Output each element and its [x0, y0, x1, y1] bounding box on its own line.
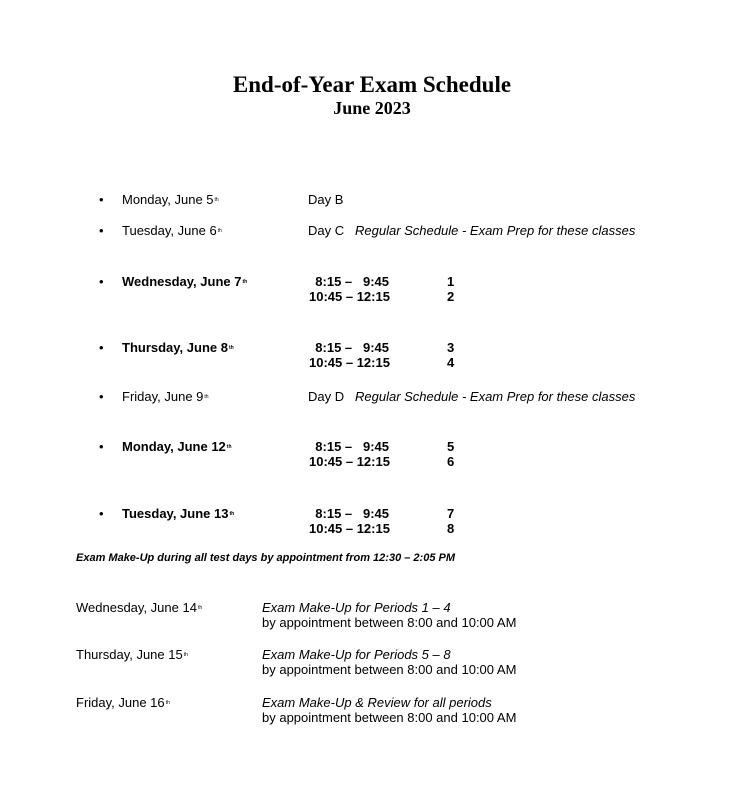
makeup-note: Exam Make-Up during all test days by appointment from 12:30 – 2:05 PM	[76, 552, 455, 564]
slot-period: 6	[447, 454, 455, 469]
page-title: End-of-Year Exam Schedule	[232, 72, 512, 97]
makeup-date: Thursday, June 15th	[76, 647, 188, 662]
bullet-icon: •	[99, 389, 104, 404]
schedule-date: Wednesday, June 7th	[122, 274, 248, 289]
schedule-date: Tuesday, June 13th	[122, 506, 235, 521]
slot-time: 10:45 – 12:15	[309, 355, 390, 370]
slot-time: 8:15 – 9:45	[315, 340, 389, 355]
slot-period: 8	[447, 521, 455, 536]
slot-period: 2	[447, 289, 455, 304]
schedule-note: Regular Schedule - Exam Prep for these classes	[355, 223, 636, 238]
bullet-icon: •	[99, 192, 104, 207]
slot-period: 7	[447, 506, 455, 521]
slot-period: 4	[447, 355, 455, 370]
bullet-icon: •	[99, 506, 104, 521]
makeup-detail: by appointment between 8:00 and 10:00 AM	[262, 662, 517, 677]
schedule-date: Friday, June 9th	[122, 389, 209, 404]
bullet-icon: •	[99, 223, 104, 238]
makeup-date: Wednesday, June 14th	[76, 600, 203, 615]
bullet-icon: •	[99, 340, 104, 355]
schedule-date: Thursday, June 8th	[122, 340, 234, 355]
makeup-detail: by appointment between 8:00 and 10:00 AM	[262, 615, 517, 630]
makeup-detail: by appointment between 8:00 and 10:00 AM	[262, 710, 517, 725]
slot-time: 8:15 – 9:45	[315, 439, 389, 454]
schedule-day: Day C	[308, 223, 345, 238]
slot-period: 1	[447, 274, 455, 289]
bullet-icon: •	[99, 439, 104, 454]
bullet-icon: •	[99, 274, 104, 289]
makeup-title: Exam Make-Up for Periods 5 – 8	[262, 647, 451, 662]
page-subtitle: June 2023	[333, 98, 411, 118]
slot-time: 10:45 – 12:15	[309, 454, 390, 469]
makeup-title: Exam Make-Up for Periods 1 – 4	[262, 600, 451, 615]
makeup-date: Friday, June 16th	[76, 695, 170, 710]
slot-time: 10:45 – 12:15	[309, 521, 390, 536]
schedule-date: Monday, June 5th	[122, 192, 219, 207]
slot-time: 8:15 – 9:45	[315, 506, 389, 521]
schedule-note: Regular Schedule - Exam Prep for these classes	[355, 389, 636, 404]
slot-time: 8:15 – 9:45	[315, 274, 389, 289]
schedule-date: Tuesday, June 6th	[122, 223, 222, 238]
slot-period: 3	[447, 340, 455, 355]
slot-time: 10:45 – 12:15	[309, 289, 390, 304]
slot-period: 5	[447, 439, 455, 454]
makeup-title: Exam Make-Up & Review for all periods	[262, 695, 492, 710]
schedule-day: Day D	[308, 389, 345, 404]
schedule-date: Monday, June 12th	[122, 439, 232, 454]
schedule-day: Day B	[308, 192, 344, 207]
